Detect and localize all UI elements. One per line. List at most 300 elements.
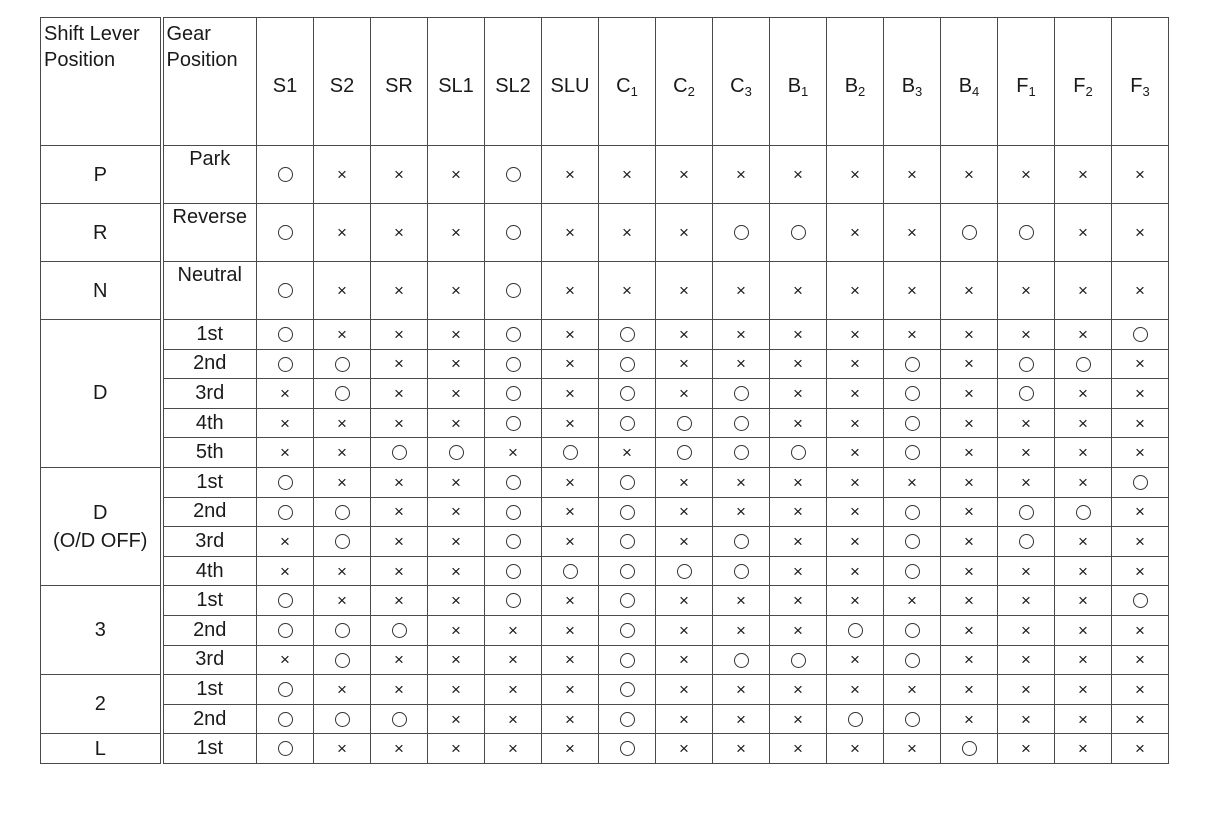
cross-icon: ×: [1021, 709, 1031, 729]
disengaged-cross: [770, 527, 827, 557]
cross-icon: ×: [394, 472, 404, 492]
circle-icon: [506, 416, 521, 431]
shift-lever-label: (O/D OFF): [53, 529, 148, 552]
cross-icon: ×: [451, 680, 461, 700]
cross-icon: ×: [1021, 443, 1031, 463]
cross-icon: ×: [1021, 591, 1031, 611]
cross-icon: ×: [508, 680, 518, 700]
gear-position-header: Gear Position: [162, 18, 257, 146]
disengaged-cross: [599, 262, 656, 320]
cross-icon: ×: [337, 413, 347, 433]
cross-icon: ×: [850, 532, 860, 552]
cross-icon: ×: [1021, 413, 1031, 433]
circle-icon: [905, 712, 920, 727]
engaged-circle: [713, 438, 770, 468]
shift-lever-label: L: [94, 737, 106, 760]
cross-icon: ×: [850, 165, 860, 185]
engaged-circle: [884, 556, 941, 586]
disengaged-cross: [827, 675, 884, 705]
disengaged-cross: [941, 320, 998, 350]
cross-icon: ×: [793, 502, 803, 522]
disengaged-cross: [314, 146, 371, 204]
engaged-circle: [599, 320, 656, 350]
disengaged-cross: [428, 408, 485, 438]
cross-icon: ×: [451, 354, 461, 374]
column-header-label: B: [844, 74, 859, 97]
disengaged-cross: [257, 408, 314, 438]
cross-icon: ×: [394, 591, 404, 611]
disengaged-cross: [770, 146, 827, 204]
disengaged-cross: [827, 497, 884, 527]
cross-icon: ×: [1078, 532, 1088, 552]
disengaged-cross: [941, 615, 998, 645]
engaged-circle: [257, 204, 314, 262]
disengaged-cross: [941, 146, 998, 204]
cross-icon: ×: [907, 680, 917, 700]
circle-icon: [620, 534, 635, 549]
circle-icon: [962, 741, 977, 756]
disengaged-cross: [314, 262, 371, 320]
engaged-circle: [314, 645, 371, 675]
disengaged-cross: [770, 586, 827, 616]
disengaged-cross: [941, 379, 998, 409]
engaged-circle: [998, 204, 1055, 262]
engaged-circle: [485, 408, 542, 438]
circle-icon: [734, 416, 749, 431]
cross-icon: ×: [964, 354, 974, 374]
shift-lever-header: Shift Lever Position: [41, 18, 162, 146]
shift-lever-label: D: [93, 501, 108, 524]
disengaged-cross: [1112, 704, 1169, 734]
engaged-circle: [998, 379, 1055, 409]
disengaged-cross: [371, 467, 428, 497]
engaged-circle: [257, 615, 314, 645]
cross-icon: ×: [280, 384, 290, 404]
disengaged-cross: [884, 262, 941, 320]
circle-icon: [791, 445, 806, 460]
cross-icon: ×: [508, 620, 518, 640]
engaged-circle: [713, 527, 770, 557]
disengaged-cross: [1055, 204, 1112, 262]
disengaged-cross: [770, 408, 827, 438]
cross-icon: ×: [394, 384, 404, 404]
disengaged-cross: [485, 704, 542, 734]
circle-icon: [677, 416, 692, 431]
cross-icon: ×: [679, 532, 689, 552]
disengaged-cross: [428, 734, 485, 764]
disengaged-cross: [998, 467, 1055, 497]
circle-icon: [620, 682, 635, 697]
column-header-label: SL1: [438, 75, 474, 97]
circle-icon: [278, 623, 293, 638]
disengaged-cross: [827, 146, 884, 204]
disengaged-cross: [713, 497, 770, 527]
circle-icon: [506, 505, 521, 520]
gear-position-cell: 3rd: [162, 379, 257, 409]
disengaged-cross: [542, 615, 599, 645]
cross-icon: ×: [1078, 325, 1088, 345]
column-header-label: S2: [329, 75, 355, 97]
disengaged-cross: [941, 586, 998, 616]
engaged-circle: [599, 556, 656, 586]
engaged-circle: [998, 527, 1055, 557]
circle-icon: [848, 623, 863, 638]
cross-icon: ×: [679, 281, 689, 301]
disengaged-cross: [428, 349, 485, 379]
disengaged-cross: [998, 556, 1055, 586]
shift-lever-label: D: [93, 382, 108, 405]
disengaged-cross: [770, 379, 827, 409]
gear-position-cell: 4th: [162, 408, 257, 438]
disengaged-cross: [941, 349, 998, 379]
column-header: [941, 18, 998, 146]
disengaged-cross: [314, 204, 371, 262]
disengaged-cross: [998, 408, 1055, 438]
disengaged-cross: [314, 467, 371, 497]
cross-icon: ×: [565, 413, 575, 433]
cross-icon: ×: [850, 739, 860, 759]
circle-icon: [506, 475, 521, 490]
cross-icon: ×: [850, 650, 860, 670]
cross-icon: ×: [394, 413, 404, 433]
column-header-label: C: [616, 74, 631, 97]
table-row: [41, 586, 1169, 616]
column-header-label: SL2: [495, 75, 531, 97]
column-header-label: S1: [272, 75, 298, 97]
circle-icon: [620, 653, 635, 668]
cross-icon: ×: [565, 739, 575, 759]
disengaged-cross: [371, 320, 428, 350]
engaged-circle: [884, 645, 941, 675]
cross-icon: ×: [394, 739, 404, 759]
disengaged-cross: [599, 438, 656, 468]
disengaged-cross: [428, 645, 485, 675]
cross-icon: ×: [793, 165, 803, 185]
engaged-circle: [998, 497, 1055, 527]
cross-icon: ×: [793, 325, 803, 345]
cross-icon: ×: [736, 709, 746, 729]
cross-icon: ×: [565, 281, 575, 301]
disengaged-cross: [827, 438, 884, 468]
cross-icon: ×: [1021, 325, 1031, 345]
column-header: [428, 18, 485, 146]
column-header-label: SR: [385, 75, 413, 97]
circle-icon: [620, 475, 635, 490]
circle-icon: [620, 593, 635, 608]
cross-icon: ×: [1135, 413, 1145, 433]
disengaged-cross: [485, 615, 542, 645]
shift-lever-label: 2: [94, 693, 106, 716]
disengaged-cross: [371, 586, 428, 616]
circle-icon: [620, 741, 635, 756]
circle-icon: [506, 386, 521, 401]
cross-icon: ×: [565, 620, 575, 640]
circle-icon: [506, 167, 521, 182]
cross-icon: ×: [679, 620, 689, 640]
engaged-circle: [884, 438, 941, 468]
cross-icon: ×: [451, 739, 461, 759]
circle-icon: [734, 445, 749, 460]
cross-icon: ×: [1078, 739, 1088, 759]
engaged-circle: [257, 262, 314, 320]
cross-icon: ×: [1021, 561, 1031, 581]
circle-icon: [335, 357, 350, 372]
cross-icon: ×: [1078, 680, 1088, 700]
circle-icon: [905, 564, 920, 579]
disengaged-cross: [713, 734, 770, 764]
cross-icon: ×: [565, 165, 575, 185]
cross-icon: ×: [565, 591, 575, 611]
engaged-circle: [1112, 467, 1169, 497]
engaged-circle: [485, 527, 542, 557]
disengaged-cross: [542, 408, 599, 438]
circle-icon: [335, 386, 350, 401]
engaged-circle: [1055, 497, 1112, 527]
cross-icon: ×: [1135, 354, 1145, 374]
disengaged-cross: [371, 645, 428, 675]
column-header-subscript: 3: [744, 83, 752, 99]
engaged-circle: [998, 349, 1055, 379]
cross-icon: ×: [964, 650, 974, 670]
circle-icon: [905, 386, 920, 401]
cross-icon: ×: [1021, 165, 1031, 185]
cross-icon: ×: [964, 443, 974, 463]
cross-icon: ×: [793, 709, 803, 729]
cross-icon: ×: [622, 281, 632, 301]
column-header: [656, 18, 713, 146]
shift-lever-cell: [41, 467, 162, 585]
disengaged-cross: [1112, 204, 1169, 262]
engaged-circle: [314, 497, 371, 527]
engaged-circle: [314, 704, 371, 734]
cross-icon: ×: [1135, 532, 1145, 552]
gear-position-cell: 2nd: [162, 497, 257, 527]
engaged-circle: [656, 438, 713, 468]
cross-icon: ×: [622, 165, 632, 185]
disengaged-cross: [998, 704, 1055, 734]
gear-position-cell: Neutral: [162, 262, 257, 320]
disengaged-cross: [1055, 262, 1112, 320]
cross-icon: ×: [1078, 281, 1088, 301]
disengaged-cross: [428, 146, 485, 204]
column-header-subscript: 2: [858, 83, 866, 99]
shift-lever-cell: [41, 675, 162, 734]
engaged-circle: [770, 438, 827, 468]
cross-icon: ×: [1078, 650, 1088, 670]
disengaged-cross: [314, 734, 371, 764]
disengaged-cross: [314, 320, 371, 350]
table-row: [41, 320, 1169, 350]
cross-icon: ×: [850, 591, 860, 611]
engaged-circle: [941, 204, 998, 262]
cross-icon: ×: [964, 325, 974, 345]
cross-icon: ×: [964, 620, 974, 640]
table-row: [41, 704, 1169, 734]
column-header: [998, 18, 1055, 146]
column-header-label: B: [901, 74, 916, 97]
circle-icon: [563, 564, 578, 579]
table-row: [41, 379, 1169, 409]
disengaged-cross: [599, 146, 656, 204]
disengaged-cross: [1055, 586, 1112, 616]
disengaged-cross: [542, 586, 599, 616]
gear-position-cell: 1st: [162, 320, 257, 350]
circle-icon: [335, 653, 350, 668]
disengaged-cross: [770, 615, 827, 645]
column-header: [713, 18, 770, 146]
disengaged-cross: [656, 467, 713, 497]
cross-icon: ×: [394, 650, 404, 670]
circle-icon: [278, 741, 293, 756]
engaged-circle: [884, 379, 941, 409]
disengaged-cross: [941, 527, 998, 557]
cross-icon: ×: [337, 472, 347, 492]
cross-icon: ×: [1078, 413, 1088, 433]
engaged-circle: [485, 556, 542, 586]
cross-icon: ×: [394, 325, 404, 345]
engaged-circle: [1112, 586, 1169, 616]
disengaged-cross: [884, 675, 941, 705]
disengaged-cross: [941, 467, 998, 497]
disengaged-cross: [314, 438, 371, 468]
cross-icon: ×: [736, 281, 746, 301]
disengaged-cross: [428, 204, 485, 262]
disengaged-cross: [770, 320, 827, 350]
cross-icon: ×: [1135, 620, 1145, 640]
column-header: [371, 18, 428, 146]
circle-icon: [449, 445, 464, 460]
engaged-circle: [599, 467, 656, 497]
circle-icon: [506, 283, 521, 298]
cross-icon: ×: [793, 561, 803, 581]
engaged-circle: [884, 408, 941, 438]
cross-icon: ×: [1135, 165, 1145, 185]
disengaged-cross: [656, 349, 713, 379]
disengaged-cross: [1055, 467, 1112, 497]
cross-icon: ×: [1078, 384, 1088, 404]
disengaged-cross: [542, 704, 599, 734]
cross-icon: ×: [508, 739, 518, 759]
column-header: [827, 18, 884, 146]
cross-icon: ×: [622, 443, 632, 463]
table-row: [41, 615, 1169, 645]
circle-icon: [1019, 386, 1034, 401]
circle-icon: [506, 534, 521, 549]
engaged-circle: [485, 204, 542, 262]
disengaged-cross: [998, 438, 1055, 468]
column-header-subscript: 3: [1142, 83, 1150, 99]
disengaged-cross: [884, 320, 941, 350]
cross-icon: ×: [679, 325, 689, 345]
cross-icon: ×: [793, 591, 803, 611]
engaged-circle: [485, 497, 542, 527]
disengaged-cross: [1055, 408, 1112, 438]
column-header-label: SLU: [550, 75, 590, 97]
cross-icon: ×: [337, 561, 347, 581]
disengaged-cross: [713, 586, 770, 616]
circle-icon: [620, 505, 635, 520]
cross-icon: ×: [679, 472, 689, 492]
disengaged-cross: [713, 467, 770, 497]
circle-icon: [1133, 475, 1148, 490]
disengaged-cross: [713, 615, 770, 645]
column-header-subscript: 1: [630, 83, 638, 99]
engaged-circle: [257, 349, 314, 379]
circle-icon: [1019, 534, 1034, 549]
cross-icon: ×: [850, 502, 860, 522]
circle-icon: [335, 712, 350, 727]
cross-icon: ×: [451, 650, 461, 670]
disengaged-cross: [371, 497, 428, 527]
engaged-circle: [713, 408, 770, 438]
disengaged-cross: [485, 438, 542, 468]
cross-icon: ×: [679, 709, 689, 729]
disengaged-cross: [827, 586, 884, 616]
circle-icon: [392, 445, 407, 460]
circle-icon: [335, 505, 350, 520]
engaged-circle: [428, 438, 485, 468]
disengaged-cross: [941, 675, 998, 705]
disengaged-cross: [941, 262, 998, 320]
circle-icon: [278, 167, 293, 182]
gear-position-cell: 3rd: [162, 527, 257, 557]
cross-icon: ×: [964, 561, 974, 581]
column-header: [884, 18, 941, 146]
cross-icon: ×: [964, 709, 974, 729]
circle-icon: [734, 564, 749, 579]
circle-icon: [905, 505, 920, 520]
cross-icon: ×: [1021, 650, 1031, 670]
disengaged-cross: [998, 615, 1055, 645]
cross-icon: ×: [451, 620, 461, 640]
disengaged-cross: [1055, 615, 1112, 645]
disengaged-cross: [998, 586, 1055, 616]
disengaged-cross: [998, 645, 1055, 675]
circle-icon: [905, 416, 920, 431]
circle-icon: [734, 534, 749, 549]
gear-position-cell: Reverse: [162, 204, 257, 262]
disengaged-cross: [656, 734, 713, 764]
engaged-circle: [485, 146, 542, 204]
cross-icon: ×: [907, 165, 917, 185]
table-row: [41, 645, 1169, 675]
engaged-circle: [485, 467, 542, 497]
column-header: [257, 18, 314, 146]
disengaged-cross: [314, 408, 371, 438]
shift-lever-cell: [41, 586, 162, 675]
cross-icon: ×: [736, 325, 746, 345]
disengaged-cross: [542, 497, 599, 527]
shift-lever-label: 3: [94, 619, 106, 642]
column-header-subscript: 2: [1085, 83, 1093, 99]
engaged-circle: [656, 556, 713, 586]
engaged-circle: [599, 379, 656, 409]
cross-icon: ×: [1078, 443, 1088, 463]
cross-icon: ×: [736, 739, 746, 759]
cross-icon: ×: [451, 472, 461, 492]
gear-position-cell: 1st: [162, 675, 257, 705]
circle-icon: [734, 386, 749, 401]
cross-icon: ×: [565, 532, 575, 552]
circle-icon: [506, 593, 521, 608]
cross-icon: ×: [451, 223, 461, 243]
cross-icon: ×: [793, 680, 803, 700]
engaged-circle: [1112, 320, 1169, 350]
column-header-label: F: [1130, 74, 1143, 97]
cross-icon: ×: [337, 281, 347, 301]
cross-icon: ×: [394, 502, 404, 522]
disengaged-cross: [1112, 262, 1169, 320]
